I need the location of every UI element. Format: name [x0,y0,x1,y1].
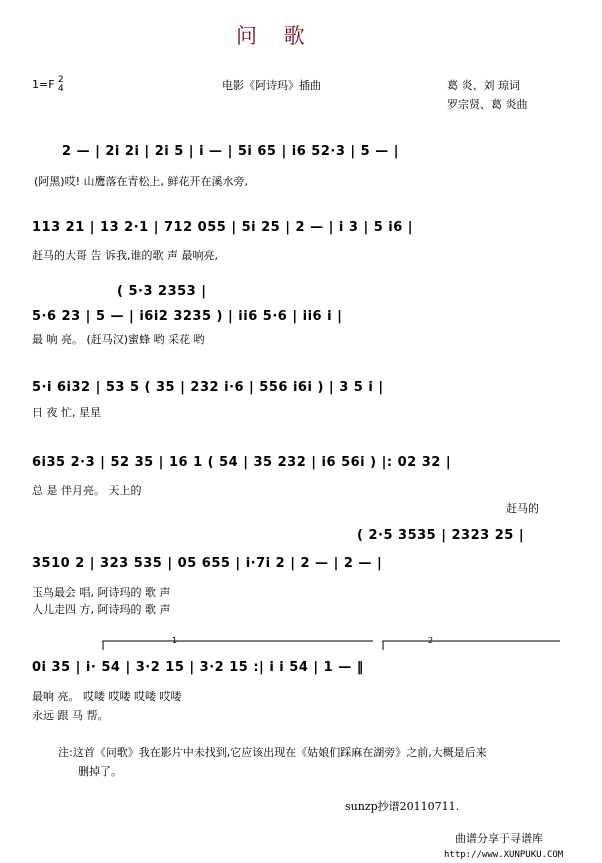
lyricists: 葛 炎、刘 琼词 [447,79,520,92]
time-sig-top: 2 [58,75,64,85]
volta-2-label: 2 [428,636,434,645]
song-source: 电影《阿诗玛》插曲 [222,79,321,92]
footer-site: 曲谱分享于寻谱库 [455,832,543,845]
score-line-1: 2 — | 2i 2i | 2i 5 | i — | 5i 65 | i6 52·3 | 5 — | [62,144,400,159]
composers: 罗宗贤、葛 炎曲 [447,98,528,111]
note-line-1: 注:这首《问歌》我在影片中未找到,它应该出现在《姑娘们踩麻在湖旁》之前,大概是后来 [58,746,487,759]
score-line-7: 0i 35 | i· 54 | 3·2 15 | 3·2 15 :| i i 54 | 1 — ‖ [32,660,364,675]
lyric-line-1: (阿黑)哎! 山鹰落在青松上, 鲜花开在溪水旁, [34,175,248,188]
score-line-4: 5·i 6i32 | 53 5 ( 35 | 232 i·6 | 556 i6i ) | 3 5 i | [32,380,384,395]
score-line-3: 5·6 23 | 5 — | i6i2 3235 ) | ii6 5·6 | ii6 i | [32,309,343,324]
volta-2-bracket [383,641,560,650]
lyric-line-5a: 总 是 伴月亮。 天上的 [32,484,142,497]
page-title: 问 歌 [236,24,315,48]
score-line-5: 6i35 2·3 | 52 35 | 16 1 ( 54 | 35 232 | i6 56i ) |: 02 32 | [32,455,452,470]
lyric-line-2: 赶马的大哥 告 诉我,谁的歌 声 最响亮, [32,249,218,262]
volta-1-label: 1 [172,636,178,645]
lyric-line-3: 最 响 亮。 (赶马汉)蜜蜂 哟 采花 哟 [32,333,205,346]
key-label: 1=F [32,78,55,91]
lyric-line-7a: 最响 亮。 哎喽 哎喽 哎喽 哎喽 [32,690,182,703]
lyric-line-6a: 玉鸟最会 唱, 阿诗玛的 歌 声 [32,586,171,599]
lyric-line-5b: 赶马的 [506,502,539,515]
footer-url[interactable]: http://www.XUNPUKU.COM [444,850,564,860]
time-sig-bottom: 4 [58,84,64,94]
note-line-2: 删掉了。 [78,765,122,778]
score-line-2: 113 21 | 13 2·1 | 712 055 | 5i 25 | 2 — | i 3 | 5 i6 | [32,220,414,235]
lyric-line-4: 日 夜 忙, 星星 [32,406,101,419]
lyric-line-6b: 人儿走四 方, 阿诗玛的 歌 声 [32,603,171,616]
volta-1-bracket [103,641,373,650]
score-line-3-upper: ( 5·3 2353 | [117,284,207,299]
score-line-6: 3510 2 | 323 535 | 05 655 | i·7i 2 | 2 — | 2 — | [32,556,383,571]
lyric-line-7b: 永远 跟 马 帮。 [32,709,109,722]
transcriber-credit: sunzp抄谱20110711. [345,800,460,813]
score-line-6-upper: ( 2·5 3535 | 2323 25 | [357,528,525,543]
